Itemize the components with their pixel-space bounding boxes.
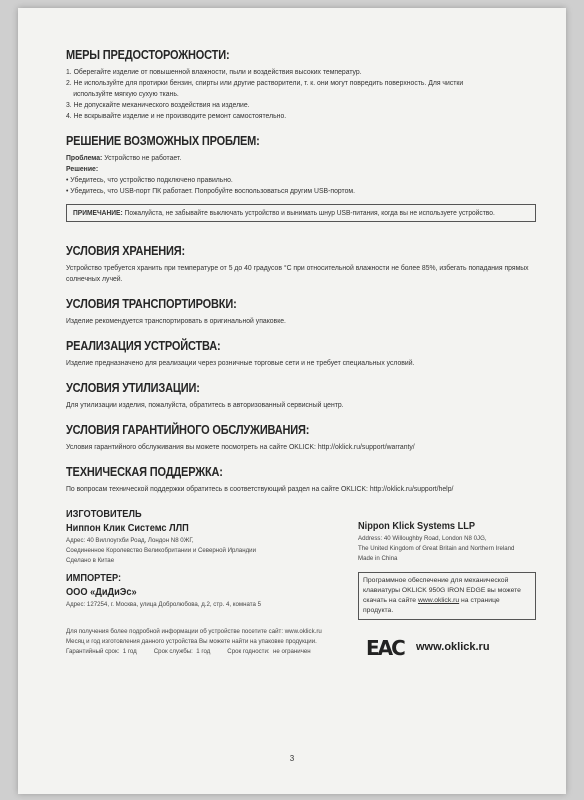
disposal-text: Для утилизации изделия, пожалуйста, обратитесь в авторизованный сервисный центр. xyxy=(66,400,344,409)
footer-line: Для получения более подробной информации об устройстве посетите сайт: www.oklick.ru xyxy=(66,628,322,635)
solution-item: • Убедитесь, что USB-порт ПК работает. Попробуйте воспользоваться другим USB-портом. xyxy=(66,186,355,195)
precautions-title: МЕРЫ ПРЕДОСТОРОЖНОСТИ: xyxy=(66,48,230,62)
manufacturer-address-line: Адрес: 40 Виллоугхби Роад, Лондон N8 0ЖГ, xyxy=(66,537,194,544)
manufacturer-name-ru: Ниппон Клик Системс ЛЛП xyxy=(66,522,189,534)
manufacturer-title: ИЗГОТОВИТЕЛЬ xyxy=(66,508,142,520)
warranty-text: Условия гарантийного обслуживания вы можете посмотреть на сайте OKLICK: http://oklick.ru/support/warranty/ xyxy=(66,442,415,451)
precautions-item: 3. Не допускайте механического воздействия на изделие. xyxy=(66,100,250,109)
precautions-item: 4. Не вскрывайте изделие и не производите ремонт самостоятельно. xyxy=(66,111,287,120)
support-title: ТЕХНИЧЕСКАЯ ПОДДЕРЖКА: xyxy=(66,465,223,479)
manufacturer-name-en: Nippon Klick Systems LLP xyxy=(358,520,476,532)
oklick-link[interactable]: www.oklick.ru xyxy=(417,597,460,604)
disposal-title: УСЛОВИЯ УТИЛИЗАЦИИ: xyxy=(66,381,200,395)
manufacturer-address-line: Сделано в Китае xyxy=(66,557,115,564)
note-text: Пожалуйста, не забывайте выключать устройство и вынимать шнур USB-питания, когда вы не используете устройство. xyxy=(122,208,495,217)
precautions-item: 2. Не используйте для протирки бензин, спирты или другие растворители, т. к. они могут повредить поверхность. Для чистки xyxy=(66,78,464,87)
document-page xyxy=(18,8,566,794)
solution-label: Решение: xyxy=(66,164,99,173)
manufacturer-ru xyxy=(66,508,366,610)
manufacturer-block xyxy=(66,508,536,623)
note-label: ПРИМЕЧАНИЕ: xyxy=(73,208,123,217)
software-line: продукта. xyxy=(363,607,394,614)
sale-section xyxy=(66,339,536,368)
importer-name: ООО «ДиДиЭс» xyxy=(66,586,137,598)
importer-title: ИМПОРТЕР: xyxy=(66,572,122,584)
manufacturer-address-line: Соединенное Королевство Великобритании и Северной Ирландии xyxy=(66,547,256,554)
transport-text: Изделие рекомендуется транспортировать в оригинальной упаковке. xyxy=(66,316,286,325)
footer-line: Месяц и год изготовления данного устройства Вы можете найти на упаковке продукции. xyxy=(66,638,317,645)
footer-line: Гарантийный срок: 1 год Срок службы: 1 год Срок годности: не ограничен xyxy=(66,648,311,655)
support-text: По вопросам технической поддержки обратитесь в соответствующий раздел на сайте OKLICK: http://oklick.ru/support/help/ xyxy=(66,484,454,493)
troubleshooting-title: РЕШЕНИЕ ВОЗМОЖНЫХ ПРОБЛЕМ: xyxy=(66,134,260,148)
solution-item: • Убедитесь, что устройство подключено правильно. xyxy=(66,175,233,184)
software-line-post: на странице xyxy=(459,597,500,604)
warranty-section xyxy=(66,423,536,452)
software-box xyxy=(358,572,536,620)
eac-mark: ЕАС xyxy=(366,636,404,660)
software-line-pre: скачать на сайте xyxy=(363,597,418,604)
importer-address: Адрес: 127254, г. Москва, улица Добролюбова, д.2, стр. 4, комната 5 xyxy=(66,601,262,608)
page-content xyxy=(66,48,536,687)
note-box xyxy=(66,204,536,222)
support-section xyxy=(66,465,536,494)
footer-block xyxy=(66,627,536,687)
precautions-item: 1. Оберегайте изделие от повышенной влажности, пыли и воздействия высоких температур. xyxy=(66,67,362,76)
precautions-section xyxy=(66,48,536,121)
problem-line xyxy=(66,152,536,163)
storage-text: Устройство требуется хранить при температуре от 5 до 40 градусов °C при относительной влажности не более 85%, избегать попадания прямых солнечных лучей. xyxy=(66,263,529,283)
storage-title: УСЛОВИЯ ХРАНЕНИЯ: xyxy=(66,244,185,258)
transport-title: УСЛОВИЯ ТРАНСПОРТИРОВКИ: xyxy=(66,297,237,311)
problem-text: Устройство не работает. xyxy=(102,153,182,162)
storage-section xyxy=(66,244,536,284)
manufacturer-address-line: Made in China xyxy=(358,555,398,562)
sale-title: РЕАЛИЗАЦИЯ УСТРОЙСТВА: xyxy=(66,339,221,353)
software-line: клавиатуры OKLICK 950G IRON EDGE вы можете xyxy=(363,587,521,594)
problem-label: Проблема: xyxy=(66,153,103,162)
page-number: 3 xyxy=(289,754,295,763)
manufacturer-address-line: The United Kingdom of Great Britain and Northern Ireland xyxy=(358,545,515,552)
manufacturer-en xyxy=(358,508,538,620)
troubleshooting-section xyxy=(66,134,536,196)
transport-section xyxy=(66,297,536,326)
software-line xyxy=(363,596,531,606)
software-line: Программное обеспечение для механической xyxy=(363,577,509,584)
website-url[interactable]: www.oklick.ru xyxy=(416,641,490,653)
disposal-section xyxy=(66,381,536,410)
manufacturer-address-line: Address: 40 Willoughby Road, London N8 0JG, xyxy=(358,535,487,542)
warranty-title: УСЛОВИЯ ГАРАНТИЙНОГО ОБСЛУЖИВАНИЯ: xyxy=(66,423,310,437)
sale-text: Изделие предназначено для реализации через розничные торговые сети и не требует специальных условий. xyxy=(66,358,415,367)
precautions-item: используйте мягкую сухую ткань. xyxy=(73,89,179,98)
